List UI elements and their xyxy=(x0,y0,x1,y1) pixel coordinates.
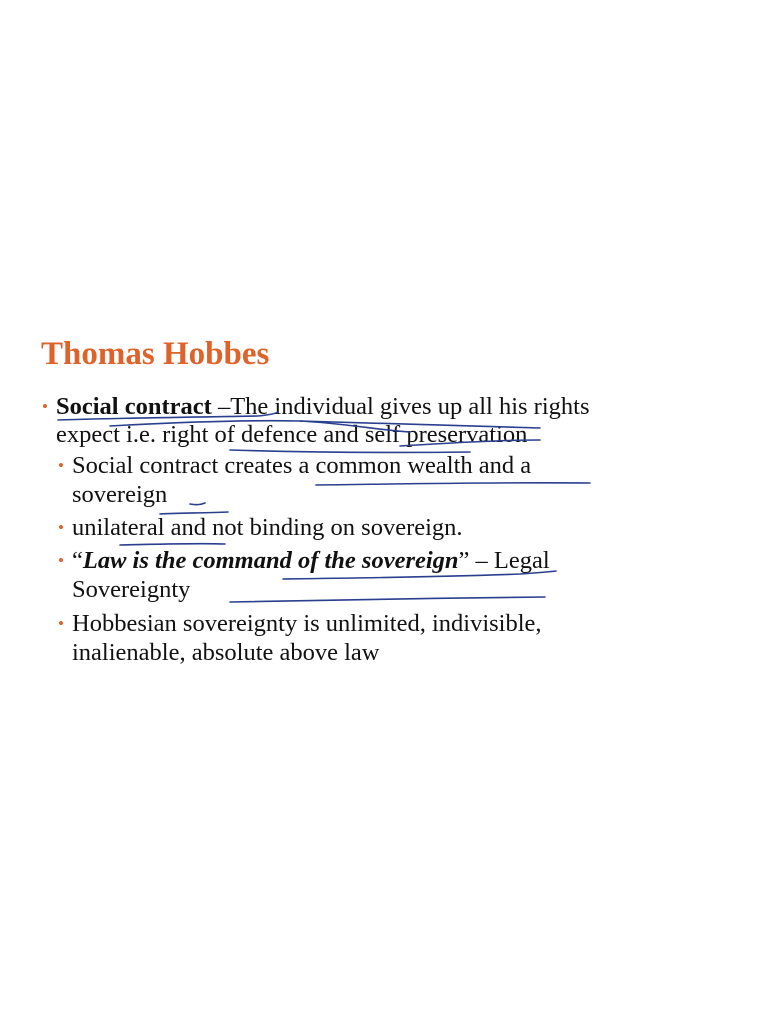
ink-underline xyxy=(230,597,545,602)
ink-underline xyxy=(400,440,540,446)
ink-underline xyxy=(160,512,228,514)
bullet-4-text: ” – Legal xyxy=(458,547,550,574)
bullet-marker: • xyxy=(58,614,64,633)
ink-underline xyxy=(190,503,205,505)
ink-underline xyxy=(283,571,556,579)
ink-underline xyxy=(230,450,470,452)
slide-title: Thomas Hobbes xyxy=(41,336,270,372)
bullet-1-line-2: expect i.e. right of defence and self preservation xyxy=(56,421,528,448)
bullet-5-text: Hobbesian sovereignty is unlimited, indivisible, xyxy=(72,610,542,637)
ink-underline xyxy=(58,412,278,420)
bullet-marker: • xyxy=(58,551,64,570)
bullet-2-text: Social contract creates a common wealth and a xyxy=(72,452,532,479)
ink-underline xyxy=(120,544,225,545)
bullet-4-quote: Law is the command of the sovereign xyxy=(82,547,459,574)
bullet-4-line-2: Sovereignty xyxy=(72,576,191,603)
bullet-marker: • xyxy=(58,456,64,475)
bullet-marker: • xyxy=(58,518,64,537)
bullet-marker: • xyxy=(42,397,48,416)
bullet-1-text: –The individual gives up all his rights xyxy=(211,393,590,420)
bullet-2-line-2: sovereign xyxy=(72,481,168,508)
bullet-3-text: unilateral and not binding on sovereign. xyxy=(72,514,463,541)
bullet-5-line-2: inalienable, absolute above law xyxy=(72,639,380,666)
ink-underline xyxy=(316,483,590,485)
bullet-4-open-quote: “ xyxy=(72,547,83,574)
bullet-1-lead: Social contract xyxy=(56,393,212,420)
